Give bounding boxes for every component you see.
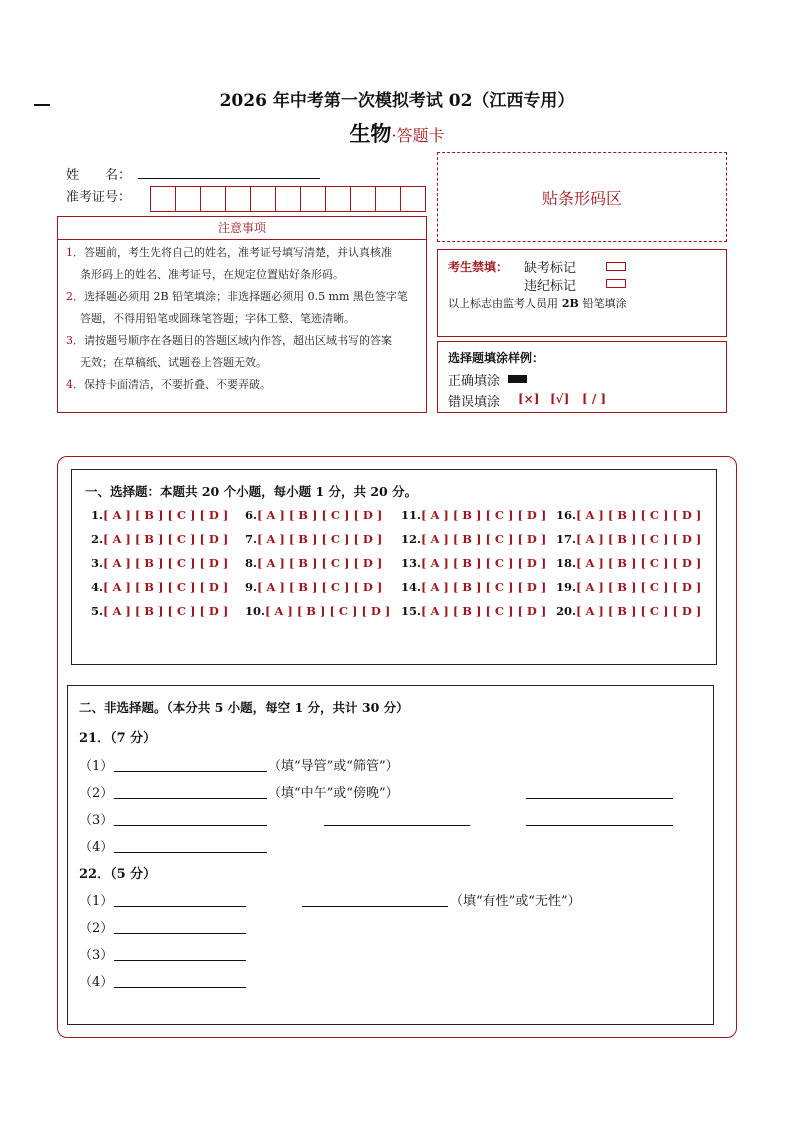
choice-number: 4. [91, 580, 104, 594]
choice-number: 7. [245, 532, 258, 546]
choice-number: 11. [401, 508, 422, 522]
choice-options[interactable]: [ A ] [ B ] [ C ] [ D ] [421, 532, 547, 546]
notice-item: 2．选择题必须用 2B 铅笔填涂；非选择题必须用 0.5 mm 黑色签字笔 [66, 290, 408, 303]
q21-sub2-label: （2） [79, 786, 114, 801]
q22-blank1[interactable] [114, 906, 246, 907]
choice-number: 2. [91, 532, 104, 546]
choice-options[interactable]: [ A ] [ B ] [ C ] [ D ] [257, 580, 383, 594]
choice-question[interactable] [556, 580, 701, 594]
q22-title: 22．（5 分） [79, 867, 157, 882]
choice-options[interactable]: [ A ] [ B ] [ C ] [ D ] [103, 556, 229, 570]
q21-hint1: （填“导管”或“筛管”） [268, 759, 399, 774]
choice-options[interactable]: [ A ] [ B ] [ C ] [ D ] [257, 508, 383, 522]
choice-question[interactable] [401, 604, 546, 618]
notice-item: 无效；在草稿纸、试题卷上答题无效。 [80, 356, 267, 369]
correct-fill-example [508, 375, 527, 383]
wrong-mark-2: [√] [550, 392, 570, 406]
choice-number: 18. [556, 556, 577, 570]
q21-blank5[interactable] [324, 825, 470, 826]
q21-hint2: （填“中午”或“傍晚”） [268, 786, 399, 801]
subject-name: 生物 [349, 121, 392, 146]
q22-sub4-label: （4） [79, 975, 114, 990]
q21-title: 21．（7 分） [79, 731, 157, 746]
exam-title: 2026 年中考第一次模拟考试 02（江西专用） [219, 91, 575, 111]
q21-blank4[interactable] [114, 825, 267, 826]
forbid-note: 以上标志由监考人员用 2B 铅笔填涂 [448, 297, 627, 310]
q22-sub3-label: （3） [79, 948, 114, 963]
q22-blank2[interactable] [302, 906, 448, 907]
choice-question[interactable] [401, 556, 546, 570]
choice-number: 16. [556, 508, 577, 522]
forbid-label: 考生禁填： [448, 260, 509, 274]
choice-options[interactable]: [ A ] [ B ] [ C ] [ D ] [265, 604, 391, 618]
choice-question[interactable] [401, 508, 546, 522]
correct-fill-label: 正确填涂 [448, 374, 501, 389]
choice-question[interactable] [91, 604, 228, 618]
sample-title: 选择题填涂样例： [448, 351, 545, 365]
subtitle-sep: · [391, 126, 397, 145]
choice-options[interactable]: [ A ] [ B ] [ C ] [ D ] [103, 532, 229, 546]
q21-blank7[interactable] [114, 852, 267, 853]
nonchoice-section [67, 685, 714, 1025]
q21-blank6[interactable] [526, 825, 673, 826]
wrong-mark-1: [×] [518, 392, 540, 406]
q22-blank4[interactable] [114, 960, 246, 961]
choice-section [71, 469, 717, 665]
choice-options[interactable]: [ A ] [ B ] [ C ] [ D ] [257, 556, 383, 570]
q22-blank5[interactable] [114, 987, 246, 988]
choice-number: 6. [245, 508, 258, 522]
card-subtitle [0, 118, 794, 148]
choice-question[interactable] [556, 604, 701, 618]
notice-title: 注意事项 [58, 217, 426, 240]
choice-options[interactable]: [ A ] [ B ] [ C ] [ D ] [421, 508, 547, 522]
choice-options[interactable]: [ A ] [ B ] [ C ] [ D ] [576, 508, 702, 522]
choice-number: 9. [245, 580, 258, 594]
q22-sub1-label: （1） [79, 894, 114, 909]
choice-question[interactable] [556, 532, 701, 546]
choice-options[interactable]: [ A ] [ B ] [ C ] [ D ] [103, 604, 229, 618]
choice-question[interactable] [245, 556, 382, 570]
choice-question[interactable] [556, 508, 701, 522]
name-field[interactable] [138, 178, 320, 179]
q21-sub3-label: （3） [79, 813, 114, 828]
choice-options[interactable]: [ A ] [ B ] [ C ] [ D ] [576, 556, 702, 570]
choice-number: 20. [556, 604, 577, 618]
choice-question[interactable] [245, 508, 382, 522]
q21-blank3[interactable] [526, 798, 673, 799]
nonchoice-section-title: 二、非选择题。（本分共 5 小题，每空 1 分，共计 30 分） [79, 700, 409, 715]
q21-blank1[interactable] [114, 771, 267, 772]
choice-question[interactable] [401, 532, 546, 546]
choice-question[interactable] [245, 580, 382, 594]
absent-mark[interactable] [606, 262, 626, 271]
choice-question[interactable] [91, 556, 228, 570]
choice-options[interactable]: [ A ] [ B ] [ C ] [ D ] [421, 556, 547, 570]
choice-options[interactable]: [ A ] [ B ] [ C ] [ D ] [257, 532, 383, 546]
forbid-box [437, 249, 727, 337]
choice-number: 1. [91, 508, 104, 522]
choice-options[interactable]: [ A ] [ B ] [ C ] [ D ] [421, 580, 547, 594]
choice-number: 13. [401, 556, 422, 570]
notice-item: 1．答题前，考生先将自己的姓名，准考证号填写清楚，并认真核准 [66, 246, 392, 259]
choice-number: 3. [91, 556, 104, 570]
violation-label: 违纪标记 [524, 279, 577, 294]
q22-sub2-label: （2） [79, 921, 114, 936]
id-number-boxes[interactable] [150, 186, 425, 212]
choice-question[interactable] [245, 532, 382, 546]
q21-blank2[interactable] [114, 798, 267, 799]
choice-section-title: 一、选择题：本题共 20 个小题，每小题 1 分，共 20 分。 [85, 484, 418, 499]
notice-box [57, 216, 427, 413]
q22-blank3[interactable] [114, 933, 246, 934]
choice-number: 15. [401, 604, 422, 618]
wrong-mark-3: [ / ] [582, 392, 607, 406]
choice-number: 5. [91, 604, 104, 618]
card-label: 答题卡 [396, 126, 445, 145]
choice-question[interactable] [245, 604, 390, 618]
notice-item: 3．请按题号顺序在各题目的答题区域内作答，超出区域书写的答案 [66, 334, 392, 347]
notice-item: 4．保持卡面清洁，不要折叠、不要弄破。 [66, 378, 271, 391]
absent-label: 缺考标记 [524, 261, 577, 276]
wrong-fill-label: 错误填涂 [448, 395, 501, 410]
choice-question[interactable] [91, 580, 228, 594]
violation-mark[interactable] [606, 279, 626, 288]
choice-number: 8. [245, 556, 258, 570]
choice-number: 14. [401, 580, 422, 594]
choice-options[interactable]: [ A ] [ B ] [ C ] [ D ] [576, 580, 702, 594]
choice-options[interactable]: [ A ] [ B ] [ C ] [ D ] [576, 604, 702, 618]
choice-number: 10. [245, 604, 266, 618]
q21-sub1-label: （1） [79, 759, 114, 774]
sample-box [437, 341, 727, 413]
choice-question[interactable] [91, 532, 228, 546]
choice-options[interactable]: [ A ] [ B ] [ C ] [ D ] [576, 532, 702, 546]
choice-question[interactable] [401, 580, 546, 594]
barcode-area: 贴条形码区 [437, 152, 727, 242]
choice-question[interactable] [556, 556, 701, 570]
q22-hint1: （填“有性”或“无性”） [450, 894, 581, 909]
choice-options[interactable]: [ A ] [ B ] [ C ] [ D ] [103, 508, 229, 522]
notice-item: 答题，不得用铅笔或圆珠笔答题；字体工整、笔迹清晰。 [80, 312, 355, 325]
choice-number: 17. [556, 532, 577, 546]
choice-options[interactable]: [ A ] [ B ] [ C ] [ D ] [421, 604, 547, 618]
choice-number: 12. [401, 532, 422, 546]
name-label: 姓 名： [66, 168, 132, 183]
choice-question[interactable] [91, 508, 228, 522]
notice-item: 条形码上的姓名、准考证号，在规定位置贴好条形码。 [80, 268, 344, 281]
q21-sub4-label: （4） [79, 840, 114, 855]
choice-options[interactable]: [ A ] [ B ] [ C ] [ D ] [103, 580, 229, 594]
choice-number: 19. [556, 580, 577, 594]
id-label: 准考证号： [66, 190, 132, 205]
